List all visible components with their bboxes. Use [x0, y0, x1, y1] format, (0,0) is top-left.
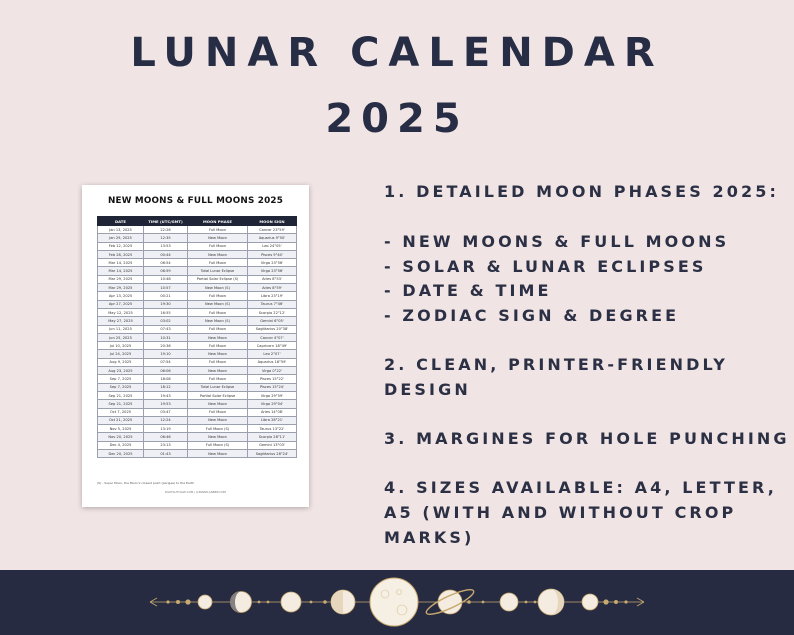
- table-row: [98, 400, 297, 408]
- sign-cell: Taurus 13°22': [248, 425, 297, 433]
- date-cell: Sep 21, 2025: [98, 391, 144, 399]
- time-cell: 06:46: [144, 433, 188, 441]
- sign-cell: Gemini 6°05': [248, 317, 297, 325]
- date-cell: Aug 9, 2025: [98, 358, 144, 366]
- table-row: [98, 333, 297, 341]
- sign-cell: Leo 2°07': [248, 350, 297, 358]
- date-cell: Oct 7, 2025: [98, 408, 144, 416]
- date-cell: Apr 27, 2025: [98, 300, 144, 308]
- phase-cell: New Moon: [188, 367, 248, 375]
- date-cell: Jul 24, 2025: [98, 350, 144, 358]
- phase-cell: New Moon (S): [188, 284, 248, 292]
- date-cell: Mar 14, 2025: [98, 259, 144, 267]
- sign-cell: Scorpio 28°11': [248, 433, 297, 441]
- sign-cell: Aries 8°59': [248, 284, 297, 292]
- phase-cell: New Moon (S): [188, 300, 248, 308]
- moon-left-gibbous: [281, 592, 301, 612]
- table-row: [98, 250, 297, 258]
- moon-phases-illustration: [0, 570, 794, 635]
- feature-bullet-zodiac: - ZODIAC SIGN & DEGREE: [384, 306, 680, 325]
- time-cell: 18:12: [144, 383, 188, 391]
- table-row: [98, 358, 297, 366]
- time-cell: 10:48: [144, 275, 188, 283]
- date-cell: Feb 12, 2025: [98, 242, 144, 250]
- table-row: [98, 425, 297, 433]
- preview-footnote: (S) - Super Moon, the Moon's closest point (perigee) to the Earth: [97, 481, 195, 485]
- date-cell: Mar 29, 2025: [98, 284, 144, 292]
- sign-cell: Aries 14°08': [248, 408, 297, 416]
- moon-left-small: [198, 595, 212, 609]
- sign-cell: Aries 8°53': [248, 275, 297, 283]
- column-header-date: DATE: [98, 217, 144, 226]
- sign-cell: Pisces 15°24': [248, 383, 297, 391]
- phase-cell: Partial Solar Eclipse: [188, 391, 248, 399]
- time-cell: 23:13: [144, 441, 188, 449]
- table-row: [98, 416, 297, 424]
- sign-cell: Virgo 0°22': [248, 367, 297, 375]
- phase-cell: Partial Solar Eclipse (S): [188, 275, 248, 283]
- date-cell: Apr 13, 2025: [98, 292, 144, 300]
- preview-title: NEW MOONS & FULL MOONS 2025: [107, 196, 284, 206]
- sign-cell: Virgo 29°59': [248, 391, 297, 399]
- phase-cell: New Moon: [188, 250, 248, 258]
- phase-cell: Full Moon: [188, 358, 248, 366]
- calendar-preview-document: [82, 185, 309, 507]
- sign-cell: Sagittarius 20°38': [248, 325, 297, 333]
- date-cell: Jun 25, 2025: [98, 333, 144, 341]
- phase-cell: New Moon (S): [188, 317, 248, 325]
- time-cell: 13:53: [144, 242, 188, 250]
- time-cell: 06:59: [144, 267, 188, 275]
- phase-cell: Total Lunar Eclipse: [188, 383, 248, 391]
- sign-cell: Aquarius 16°59': [248, 358, 297, 366]
- sign-cell: Cancer 4°07': [248, 333, 297, 341]
- table-row: [98, 325, 297, 333]
- moon-phase-decor-band: [0, 570, 794, 635]
- table-row: [98, 259, 297, 267]
- phase-cell: Full Moon (S): [188, 441, 248, 449]
- feature-1: 1. DETAILED MOON PHASES 2025:: [384, 182, 779, 201]
- table-row: [98, 284, 297, 292]
- sign-cell: Virgo 23°56': [248, 267, 297, 275]
- time-cell: 19:53: [144, 400, 188, 408]
- time-cell: 06:54: [144, 259, 188, 267]
- phase-cell: New Moon: [188, 450, 248, 458]
- preview-url: DIGITALHYGGE.COM | LUNARPLANNER.COM: [165, 490, 226, 494]
- phase-cell: New Moon: [188, 433, 248, 441]
- phase-cell: Full Moon (S): [188, 425, 248, 433]
- time-cell: 07:54: [144, 358, 188, 366]
- sign-cell: Pisces 15°22': [248, 375, 297, 383]
- moon-phases-table: [97, 216, 297, 458]
- table-row: [98, 308, 297, 316]
- date-cell: Sep 7, 2025: [98, 383, 144, 391]
- time-cell: 10:31: [144, 333, 188, 341]
- column-header-time: TIME (UTC/GMT): [144, 217, 188, 226]
- date-cell: May 27, 2025: [98, 317, 144, 325]
- feature-3: 3. MARGINES FOR HOLE PUNCHING: [384, 429, 790, 448]
- date-cell: Jul 10, 2025: [98, 342, 144, 350]
- table-header-row: [98, 217, 297, 226]
- date-cell: Mar 29, 2025: [98, 275, 144, 283]
- phase-cell: Full Moon: [188, 375, 248, 383]
- table-row: [98, 234, 297, 242]
- time-cell: 18:08: [144, 375, 188, 383]
- date-cell: Jan 13, 2025: [98, 226, 144, 234]
- sign-cell: Taurus 7°46': [248, 300, 297, 308]
- date-cell: Feb 28, 2025: [98, 250, 144, 258]
- sign-cell: Libra 28°21': [248, 416, 297, 424]
- table-row: [98, 375, 297, 383]
- time-cell: 03:02: [144, 317, 188, 325]
- time-cell: 22:26: [144, 226, 188, 234]
- time-cell: 00:44: [144, 250, 188, 258]
- date-cell: Jan 29, 2025: [98, 234, 144, 242]
- phase-cell: New Moon: [188, 333, 248, 341]
- date-cell: Nov 20, 2025: [98, 433, 144, 441]
- table-row: [98, 408, 297, 416]
- table-row: [98, 267, 297, 275]
- table-row: [98, 275, 297, 283]
- moon-left-waxing: [231, 592, 252, 613]
- table-row: [98, 441, 297, 449]
- sign-cell: Pisces 9°40': [248, 250, 297, 258]
- moon-right-waning: [538, 589, 564, 615]
- sign-cell: Aquarius 9°50': [248, 234, 297, 242]
- column-header-phase: MOON PHASE: [188, 217, 248, 226]
- date-cell: Jun 11, 2025: [98, 325, 144, 333]
- time-cell: 12:24: [144, 416, 188, 424]
- date-cell: Sep 7, 2025: [98, 375, 144, 383]
- moon-right-end: [582, 594, 598, 610]
- table-row: [98, 450, 297, 458]
- phase-cell: Full Moon: [188, 259, 248, 267]
- date-cell: Dec 20, 2025: [98, 450, 144, 458]
- table-row: [98, 317, 297, 325]
- table-row: [98, 226, 297, 234]
- date-cell: Dec 4, 2025: [98, 441, 144, 449]
- time-cell: 19:30: [144, 300, 188, 308]
- date-cell: Mar 14, 2025: [98, 267, 144, 275]
- feature-bullet-date-time: - DATE & TIME: [384, 281, 552, 300]
- table-row: [98, 342, 297, 350]
- sign-cell: Virgo 29°04': [248, 400, 297, 408]
- phase-cell: Full Moon: [188, 226, 248, 234]
- feature-4-line1: 4. SIZES AVAILABLE: A4, LETTER,: [384, 478, 777, 497]
- time-cell: 20:36: [144, 342, 188, 350]
- sign-cell: Gemini 13°03': [248, 441, 297, 449]
- feature-bullet-new-full-moons: - NEW MOONS & FULL MOONS: [384, 232, 730, 251]
- phase-cell: New Moon: [188, 416, 248, 424]
- date-cell: Sep 21, 2025: [98, 400, 144, 408]
- time-cell: 07:43: [144, 325, 188, 333]
- sign-cell: Sagittarius 28°24': [248, 450, 297, 458]
- moon-left-quarter: [331, 590, 355, 614]
- phase-cell: Full Moon: [188, 308, 248, 316]
- date-cell: May 12, 2025: [98, 308, 144, 316]
- sign-cell: Virgo 23°56': [248, 259, 297, 267]
- moon-right-small: [500, 593, 518, 611]
- table-row: [98, 367, 297, 375]
- sign-cell: Cancer 23°59': [248, 226, 297, 234]
- time-cell: 03:47: [144, 408, 188, 416]
- phase-cell: New Moon: [188, 350, 248, 358]
- date-cell: Nov 5, 2025: [98, 425, 144, 433]
- page-title-year: 2025: [325, 96, 469, 142]
- table-row: [98, 350, 297, 358]
- time-cell: 00:21: [144, 292, 188, 300]
- time-cell: 01:43: [144, 450, 188, 458]
- feature-4-line2: A5 (WITH AND WITHOUT CROP: [384, 503, 737, 522]
- phase-cell: Full Moon: [188, 408, 248, 416]
- table-row: [98, 383, 297, 391]
- feature-4-line3: MARKS): [384, 528, 475, 547]
- phase-cell: New Moon: [188, 400, 248, 408]
- time-cell: 19:10: [144, 350, 188, 358]
- sign-cell: Capricorn 18°49': [248, 342, 297, 350]
- feature-bullet-eclipses: - SOLAR & LUNAR ECLIPSES: [384, 257, 707, 276]
- phase-cell: Total Lunar Eclipse: [188, 267, 248, 275]
- date-cell: Aug 23, 2025: [98, 367, 144, 375]
- time-cell: 16:55: [144, 308, 188, 316]
- table-row: [98, 391, 297, 399]
- phase-cell: Full Moon: [188, 292, 248, 300]
- table-row: [98, 292, 297, 300]
- phase-cell: Full Moon: [188, 325, 248, 333]
- date-cell: Oct 21, 2025: [98, 416, 144, 424]
- sign-cell: Scorpio 22°12': [248, 308, 297, 316]
- time-cell: 12:35: [144, 234, 188, 242]
- phase-cell: Full Moon: [188, 342, 248, 350]
- time-cell: 19:43: [144, 391, 188, 399]
- full-moon-center: [370, 578, 418, 626]
- feature-2-line2: DESIGN: [384, 380, 471, 399]
- time-cell: 13:19: [144, 425, 188, 433]
- phase-cell: New Moon: [188, 234, 248, 242]
- feature-2-line1: 2. CLEAN, PRINTER-FRIENDLY: [384, 355, 728, 374]
- table-row: [98, 242, 297, 250]
- table-row: [98, 433, 297, 441]
- table-row: [98, 300, 297, 308]
- sign-cell: Libra 23°19': [248, 292, 297, 300]
- page-title: LUNAR CALENDAR: [130, 30, 664, 76]
- column-header-sign: MOON SIGN: [248, 217, 297, 226]
- sign-cell: Leo 24°05': [248, 242, 297, 250]
- phase-cell: Full Moon: [188, 242, 248, 250]
- time-cell: 10:57: [144, 284, 188, 292]
- time-cell: 06:06: [144, 367, 188, 375]
